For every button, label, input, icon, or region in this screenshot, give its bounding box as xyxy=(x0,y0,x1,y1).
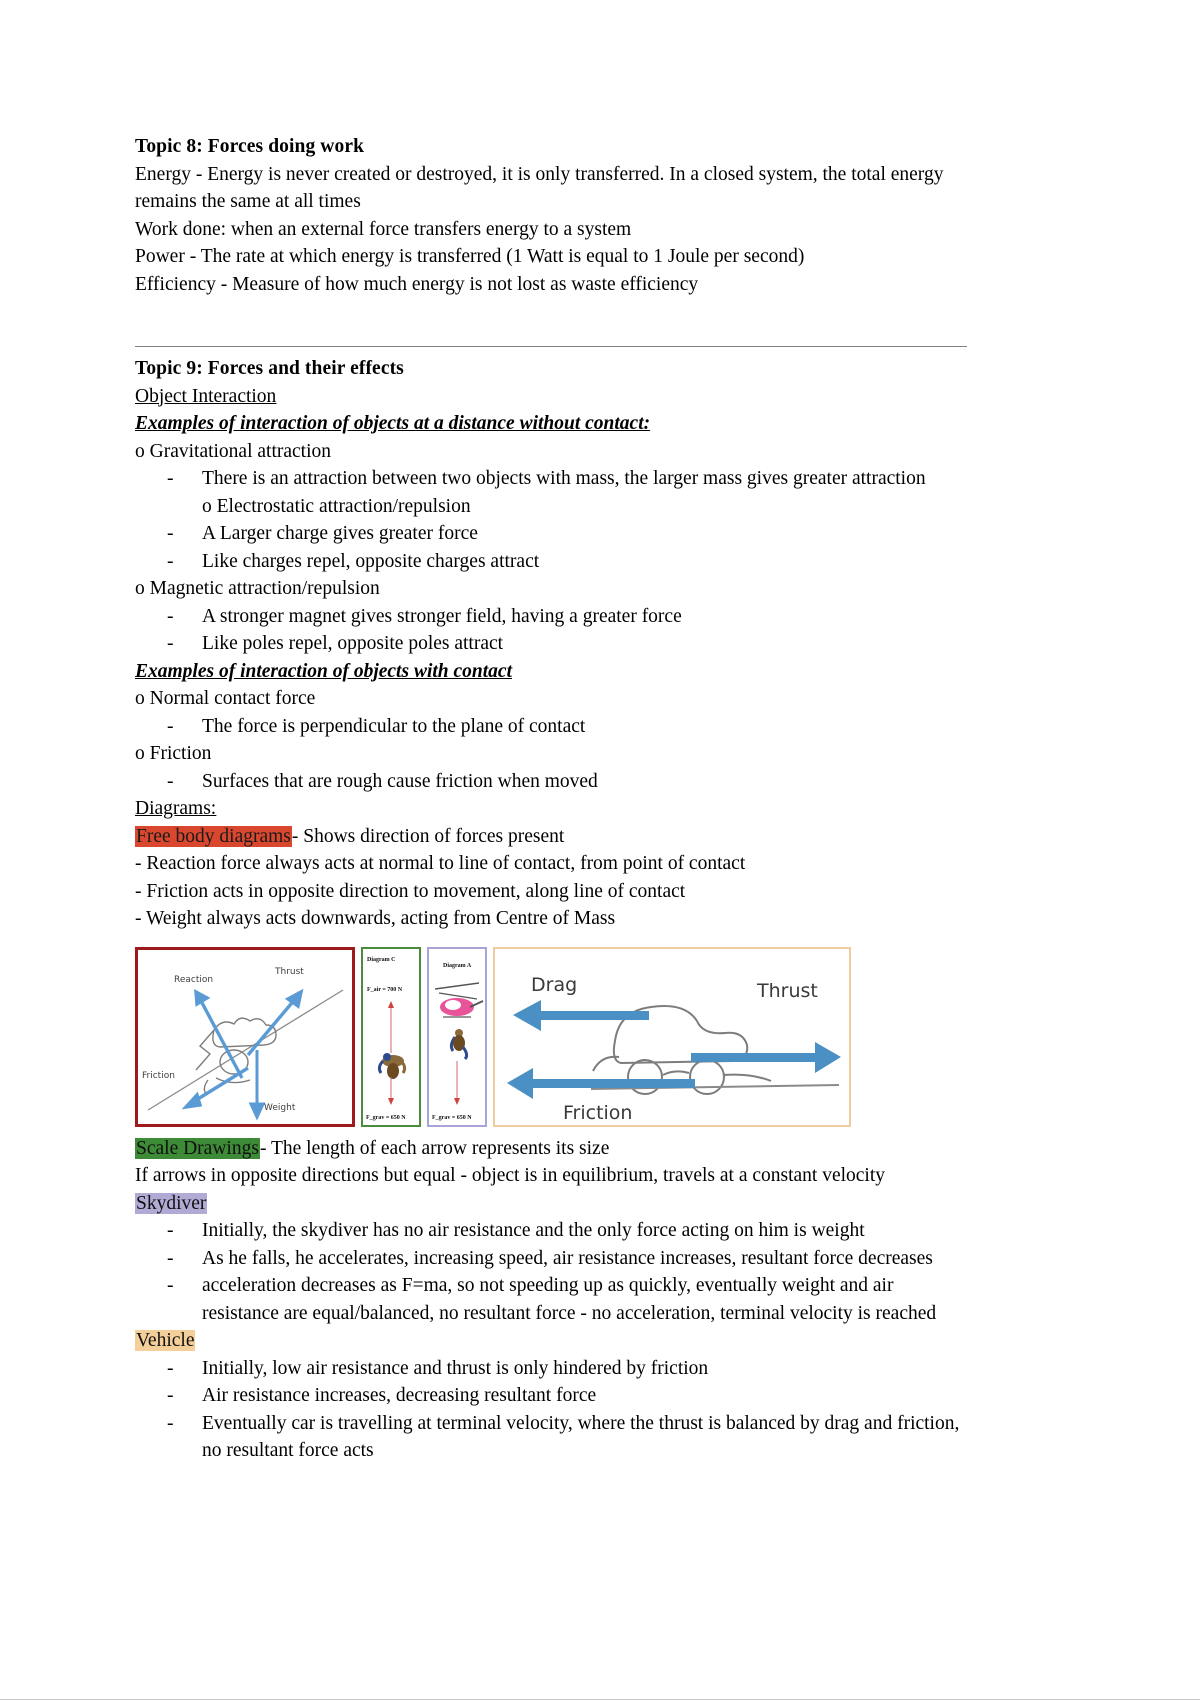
list-item xyxy=(135,1382,973,1410)
diagram-panel-skateboarder xyxy=(135,947,355,1127)
list-item xyxy=(135,630,973,658)
diagram-c-title: Diagram C xyxy=(367,956,396,963)
diagram-a-title: Diagram A xyxy=(443,962,472,969)
diagram-c-force-grav: F_grav = 650 N xyxy=(366,1114,406,1121)
vehicle-heading xyxy=(135,1327,973,1355)
list-item-gravitational: o Gravitational attraction xyxy=(135,440,332,462)
bullet-dash: - xyxy=(167,468,174,489)
free-body-diagram-figure xyxy=(135,947,895,1127)
diagram-a-svg xyxy=(429,949,485,1125)
topic8-line-power: Power - The rate at which energy is transferred (1 Watt is equal to 1 Joule per second) xyxy=(135,246,805,267)
friction-direction-line: - Friction acts in opposite direction to movement, along line of contact xyxy=(135,880,686,902)
label-drag: Drag xyxy=(531,973,578,996)
topic8-heading: Topic 8: Forces doing work xyxy=(135,136,365,157)
skydiver-heading xyxy=(135,1190,973,1218)
free-body-diagrams-rest: - Shows direction of forces present xyxy=(291,825,565,847)
object-interaction-heading xyxy=(135,383,973,411)
bullet-dash: - xyxy=(167,633,174,654)
document-content xyxy=(135,133,973,1465)
bullet-dash: - xyxy=(167,715,174,737)
examples-contact-heading xyxy=(135,658,973,686)
examples-distance-heading xyxy=(135,410,973,438)
list-item-electrostatic: o Electrostatic attraction/repulsion xyxy=(202,495,471,517)
scale-drawings-highlight: Scale Drawings xyxy=(136,1137,259,1159)
bullet-text: As he falls, he accelerates, increasing speed, air resistance increases, resultant force decreases xyxy=(202,1247,933,1269)
bullet-text: Eventually car is travelling at terminal velocity, where the thrust is balanced by drag and friction, no resultant force acts xyxy=(202,1412,960,1461)
bullet-text: A Larger charge gives greater force xyxy=(202,523,478,544)
list-item xyxy=(135,603,973,631)
label-thrust: Thrust xyxy=(275,966,304,977)
list-item xyxy=(135,1217,973,1245)
label-reaction: Reaction xyxy=(174,974,214,985)
bullet-text: The force is perpendicular to the plane of contact xyxy=(202,715,586,737)
bullet-text: There is an attraction between two objects with mass, the larger mass gives greater attraction xyxy=(202,468,926,489)
list-item xyxy=(135,1245,973,1273)
list-item xyxy=(135,1355,973,1383)
diagram-panel-car xyxy=(493,947,851,1127)
section-spacer xyxy=(135,298,973,346)
list-item xyxy=(135,520,973,548)
list-item xyxy=(135,768,973,796)
bullet-dash: - xyxy=(167,770,174,792)
list-item-normal-contact: o Normal contact force xyxy=(135,688,316,709)
scale-drawings-line xyxy=(135,1135,973,1163)
list-item xyxy=(135,1410,973,1465)
list-item xyxy=(135,548,973,576)
diagrams-label: Diagrams: xyxy=(135,798,217,819)
bullet-text: Initially, the skydiver has no air resistance and the only force acting on him is weight xyxy=(202,1220,865,1241)
weight-downwards-line: - Weight always acts downwards, acting from Centre of Mass xyxy=(135,908,616,929)
examples-distance-label: Examples of interaction of objects at a distance without contact: xyxy=(135,413,651,434)
diagrams-heading xyxy=(135,795,973,823)
diagram-a-force-grav: F_grav = 650 N xyxy=(432,1114,472,1121)
bullet-dash: - xyxy=(167,550,174,572)
topic8-line-workdone: Work done: when an external force transfers energy to a system xyxy=(135,218,632,240)
diagram-panel-c xyxy=(361,947,421,1127)
label-weight: Weight xyxy=(264,1102,296,1113)
label-thrust-car: Thrust xyxy=(757,979,818,1002)
topic8-line-energy: Energy - Energy is never created or destroyed, it is only transferred. In a closed system, the total energy remains the same at all times xyxy=(135,163,944,212)
bullet-dash: - xyxy=(167,1385,174,1406)
bullet-dash: - xyxy=(167,1357,174,1379)
list-item xyxy=(135,1272,973,1327)
figure-spacer xyxy=(135,1127,973,1135)
diagram-c-force-air: F_air = 700 N xyxy=(367,986,403,993)
bullet-dash: - xyxy=(167,1412,174,1434)
bullet-text: Like poles repel, opposite poles attract xyxy=(202,633,504,654)
label-friction-car: Friction xyxy=(563,1101,633,1124)
bullet-dash: - xyxy=(167,523,174,544)
bullet-dash: - xyxy=(167,605,174,627)
scale-drawings-rest: - The length of each arrow represents its size xyxy=(259,1137,610,1159)
diagram-panel-a xyxy=(427,947,487,1127)
list-item xyxy=(135,465,973,493)
bullet-text: acceleration decreases as F=ma, so not speeding up as quickly, eventually weight and air resistance are equal/balanced, no resultant force - no acceleration, terminal velocity is reached xyxy=(202,1275,937,1324)
free-body-diagrams-line xyxy=(135,823,973,851)
label-friction: Friction xyxy=(142,1070,175,1081)
free-body-diagrams-highlight: Free body diagrams xyxy=(136,825,291,847)
car-free-body-svg xyxy=(495,949,849,1125)
bullet-dash: - xyxy=(167,1247,174,1269)
list-item-friction: o Friction xyxy=(135,743,212,764)
bullet-text: Surfaces that are rough cause friction when moved xyxy=(202,770,598,792)
vehicle-highlight: Vehicle xyxy=(136,1330,195,1351)
topic9-heading: Topic 9: Forces and their effects xyxy=(135,358,404,379)
bullet-dash: - xyxy=(167,1275,174,1296)
bullet-text: A stronger magnet gives stronger field, having a greater force xyxy=(202,605,682,627)
topic8-line-efficiency: Efficiency - Measure of how much energy is not lost as waste efficiency xyxy=(135,273,699,295)
equilibrium-line: If arrows in opposite directions but equal - object is in equilibrium, travels at a constant velocity xyxy=(135,1165,886,1186)
skydiver-highlight: Skydiver xyxy=(136,1192,207,1214)
examples-contact-label: Examples of interaction of objects with contact xyxy=(135,660,512,682)
reaction-force-line: - Reaction force always acts at normal to line of contact, from point of contact xyxy=(135,853,746,874)
bullet-text: Air resistance increases, decreasing resultant force xyxy=(202,1385,597,1406)
bullet-text: Initially, low air resistance and thrust is only hindered by friction xyxy=(202,1357,709,1379)
divider-spacer xyxy=(135,347,973,355)
bullet-text: Like charges repel, opposite charges attract xyxy=(202,550,540,572)
list-item xyxy=(135,713,973,741)
skateboarder-free-body-svg xyxy=(138,950,352,1124)
diagram-c-svg xyxy=(363,949,419,1125)
list-item-magnetic: o Magnetic attraction/repulsion xyxy=(135,578,380,599)
bullet-dash: - xyxy=(167,1220,174,1241)
object-interaction-label: Object Interaction xyxy=(135,385,277,407)
